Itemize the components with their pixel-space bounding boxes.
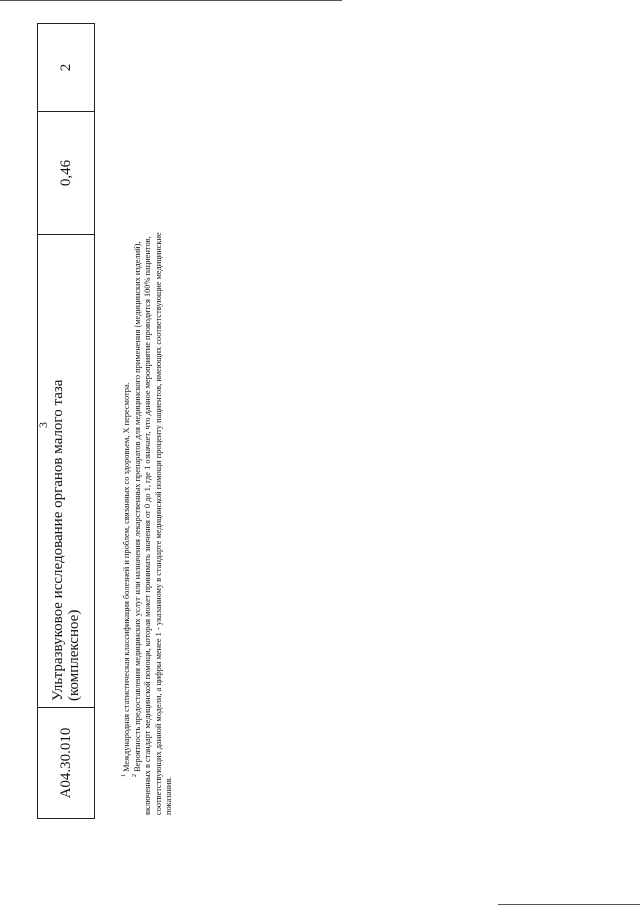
footnote-2-text-line1: Вероятность предоставления медицинских услуг или назначения лекарственных препаратов для медицинского применения (медицинских изделий), bbox=[132, 241, 142, 772]
footnote-1-text: Международная статистическая классификация болезней и проблем, связанных со здоровьем, X пересмотра. bbox=[122, 382, 131, 772]
footnotes bbox=[122, 19, 175, 815]
service-name-cell bbox=[38, 235, 95, 708]
service-name-line2: (комплексное) bbox=[66, 609, 82, 701]
footnote-1 bbox=[122, 19, 133, 815]
footnote-2-line1 bbox=[133, 19, 144, 815]
footnote-2-line4: показания. bbox=[164, 776, 174, 815]
count-cell: 2 bbox=[38, 24, 95, 112]
service-name-line1: Ультразвуковое исследование органов малого таза bbox=[50, 379, 66, 701]
table-row bbox=[38, 24, 95, 819]
footnote-1-marker: 1 bbox=[121, 774, 128, 777]
page-number: 3 bbox=[36, 422, 50, 428]
footnote-2-line3: соответствующих данной модели, а цифры менее 1 - указанному в стандарте медицинской помощи проценту пациентов, имеющих соответствующие медицинские bbox=[153, 232, 163, 815]
service-code-cell: A04.30.010 bbox=[38, 708, 95, 819]
footnote-2-marker: 2 bbox=[131, 774, 138, 777]
footnote-2-line2: включенных в стандарт медицинской помощи, которая может принимать значения от 0 до 1, где 1 означает, что данное мероприятие проводится 100% пациентов, bbox=[143, 236, 153, 815]
frequency-cell: 0,46 bbox=[38, 112, 95, 235]
service-table bbox=[37, 23, 95, 819]
